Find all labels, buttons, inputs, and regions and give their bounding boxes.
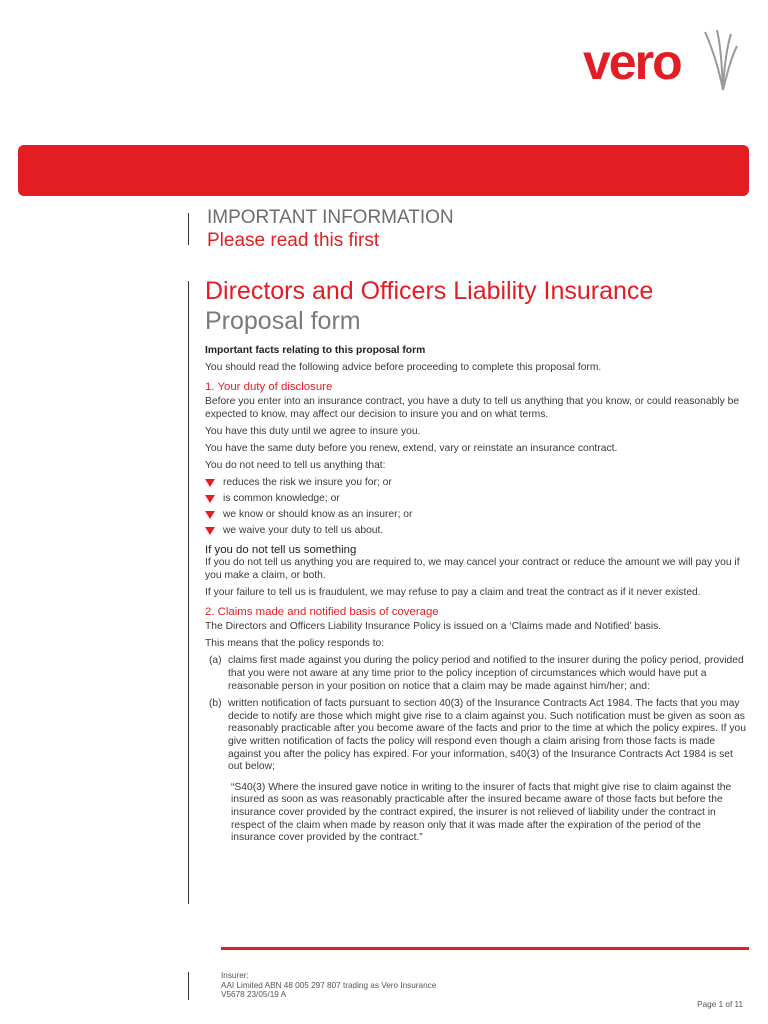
- body-content: [205, 345, 747, 850]
- footer-divider: [188, 972, 189, 1000]
- item-b-label: (b): [209, 698, 222, 710]
- insurer-text: AAI Limited ABN 48 005 297 807 trading as Vero Insurance: [221, 980, 437, 990]
- triangle-bullet-icon: [205, 527, 215, 535]
- document-title: Directors and Officers Liability Insurance: [205, 277, 654, 305]
- page-number: Page 1 of 11: [697, 1000, 743, 1009]
- document-code: V5678 23/05/19 A: [221, 990, 287, 1000]
- disclosure-list: [205, 477, 747, 538]
- document-subtitle: Proposal form: [205, 307, 361, 335]
- footer: [221, 971, 436, 1000]
- logo-wordmark: vero: [583, 34, 681, 90]
- section1-p2: You have this duty until we agree to insure you.: [205, 425, 421, 437]
- item-b-text: written notification of facts pursuant to section 40(3) of the Insurance Contracts Act 1984. The facts that you may decide to notify are those which might give rise to a claim against you. Such notification must be given as soon as reasonably practicable after you become aware of the facts and prior to the time at which the policy expires. If you give written notification of facts the policy will respond even though a claim arising from those facts is made against you after the policy has expired. For your information, s40(3) of the Insurance Contracts Act 1984 is set out below;: [228, 698, 746, 773]
- divider: [188, 213, 189, 245]
- important-heading: IMPORTANT INFORMATION: [207, 207, 454, 228]
- insurer-label: Insurer:: [221, 971, 249, 980]
- item-a: [205, 655, 747, 693]
- section2-p1: The Directors and Officers Liability Insurance Policy is issued on a ‘Claims made and Notified’ basis.: [205, 621, 662, 633]
- read-first-heading: Please read this first: [207, 230, 380, 251]
- content-divider: [188, 281, 189, 904]
- section1-p1: Before you enter into an insurance contract, you have a duty to tell us anything that you know, or could reasonably be expected to know, may affect our decision to insure you and on what terms.: [205, 396, 740, 420]
- section1-p4: You do not need to tell us anything that:: [205, 460, 386, 472]
- triangle-bullet-icon: [205, 495, 215, 503]
- logo-leaf-icon: [703, 28, 739, 92]
- item-b: [205, 698, 747, 845]
- section2-p2: This means that the policy responds to:: [205, 638, 385, 650]
- legal-quote: “S40(3) Where the insured gave notice in writing to the insurer of facts that might give rise to claim against the insured as soon as was reasonably practicable after the insured became aware of those facts but before the insurance cover provided by the contract expired, the insurer is not relieved of liability under the contract in respect of the claim when made by reason only that it was made after the expiration of the period of the insurance cover provided by the contract.”: [231, 781, 732, 844]
- list-item: we know or should know as an insurer; or: [205, 509, 747, 522]
- item-a-label: (a): [209, 655, 222, 667]
- intro-text: You should read the following advice before proceeding to complete this proposal form.: [205, 362, 602, 374]
- section1-subheading: If you do not tell us something: [205, 543, 357, 556]
- section1-heading: 1. Your duty of disclosure: [205, 380, 333, 393]
- section1-p6: If your failure to tell us is fraudulent, we may refuse to pay a claim and treat the contract as if it never existed.: [205, 587, 701, 599]
- section1-p3: You have the same duty before you renew, extend, vary or reinstate an insurance contract.: [205, 443, 618, 455]
- list-item: is common knowledge; or: [205, 493, 747, 506]
- item-a-text: claims first made against you during the policy period and notified to the insurer during the policy period, provided that you were not aware at any time prior to the policy inception of circumstances which would have put a reasonable person in your position on notice that a claim may be made against him/her; and:: [228, 655, 744, 692]
- triangle-bullet-icon: [205, 511, 215, 519]
- footer-rule: [221, 947, 749, 950]
- header-banner: [18, 145, 749, 196]
- section2-heading: 2. Claims made and notified basis of coverage: [205, 605, 439, 618]
- triangle-bullet-icon: [205, 479, 215, 487]
- vero-logo: [583, 28, 743, 98]
- intro-heading: Important facts relating to this proposal form: [205, 345, 426, 356]
- list-item: we waive your duty to tell us about.: [205, 525, 747, 538]
- list-item: reduces the risk we insure you for; or: [205, 477, 747, 490]
- section1-p5: If you do not tell us anything you are required to, we may cancel your contract or reduce the amount we will pay you if you make a claim, or both.: [205, 557, 740, 581]
